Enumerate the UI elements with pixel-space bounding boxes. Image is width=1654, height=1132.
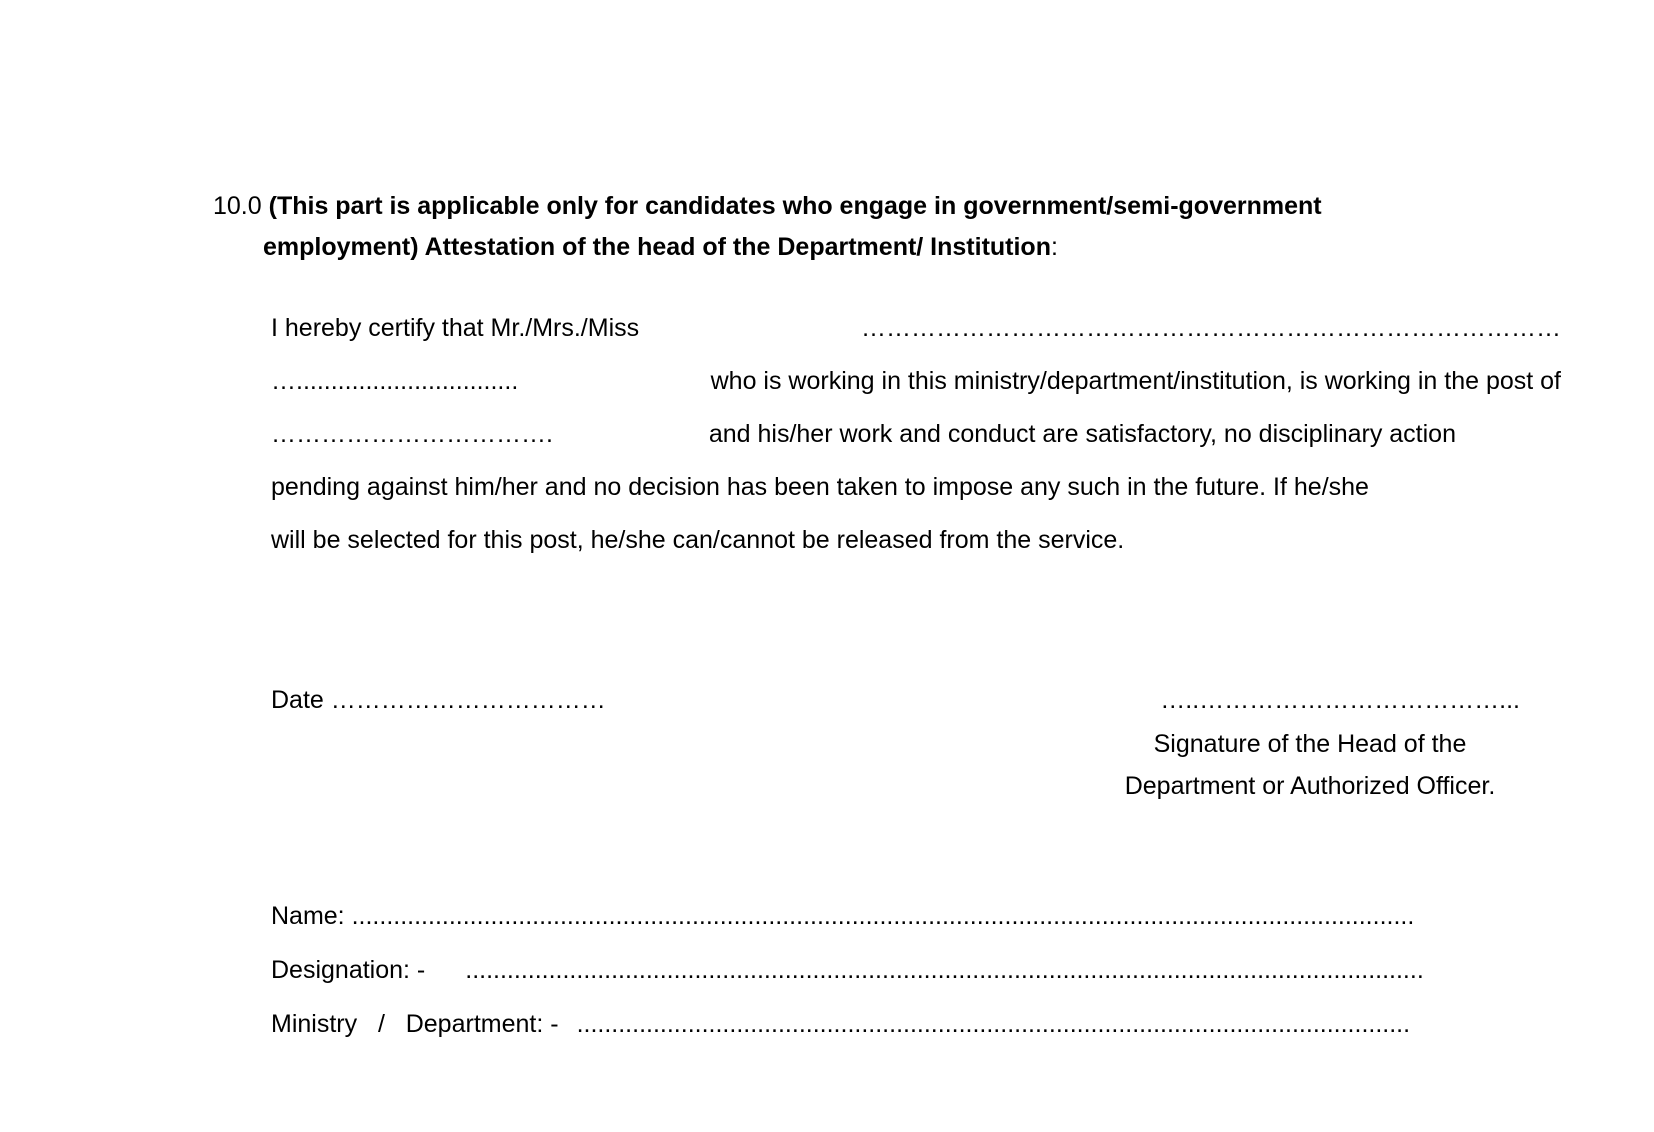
signature-caption-line1: Signature of the Head of the bbox=[1153, 730, 1467, 758]
work-conduct-text: and his/her work and conduct are satisfactory, no disciplinary action bbox=[708, 420, 1456, 448]
date-row bbox=[271, 682, 606, 718]
designation-blank[interactable]: .......................................................................................................................................... bbox=[465, 956, 1424, 984]
certification-line-5: will be selected for this post, he/she can/cannot be released from the service. bbox=[271, 526, 1125, 554]
signature-blank[interactable]: …..………………………………... bbox=[1160, 686, 1520, 714]
designation-label: Designation: - bbox=[271, 956, 426, 984]
section-heading-line2: employment) Attestation of the head of the Department/ Institution bbox=[263, 233, 1051, 261]
name-blank[interactable]: ......................................................................................................................................................... bbox=[351, 902, 1415, 930]
ministry-field-row bbox=[271, 1006, 1410, 1042]
certification-paragraph bbox=[271, 302, 1561, 567]
section-number: 10.0 bbox=[213, 192, 262, 220]
working-in-ministry-text: who is working in this ministry/department/institution, is working in the post of bbox=[710, 367, 1561, 395]
candidate-name-blank[interactable]: ………………………………………………………………………… bbox=[861, 314, 1561, 342]
certify-name-label: I hereby certify that Mr./Mrs./Miss bbox=[271, 314, 640, 342]
signature-caption-line2: Department or Authorized Officer. bbox=[1124, 772, 1496, 800]
ministry-blank[interactable]: ........................................................................................................................ bbox=[576, 1010, 1411, 1038]
candidate-name-blank-cont[interactable]: …................................ bbox=[271, 367, 519, 395]
section-heading bbox=[213, 186, 1513, 268]
certification-line-2 bbox=[271, 355, 1561, 408]
post-blank[interactable]: ……………………………. bbox=[271, 420, 553, 448]
ministry-label: Ministry / Department: - bbox=[271, 1010, 559, 1038]
section-heading-line1: (This part is applicable only for candidates who engage in government/semi-government bbox=[268, 192, 1322, 220]
name-label: Name: bbox=[271, 902, 345, 930]
section-heading-colon: : bbox=[1050, 233, 1058, 261]
name-field-row bbox=[271, 898, 1414, 934]
certification-line-3 bbox=[271, 408, 1456, 461]
signature-block bbox=[1080, 682, 1540, 801]
date-label: Date bbox=[271, 686, 324, 714]
designation-field-row bbox=[271, 952, 1424, 988]
certification-line-1 bbox=[271, 302, 1561, 355]
certification-line-4: pending against him/her and no decision has been taken to impose any such in the future. If he/she bbox=[271, 473, 1369, 501]
date-blank[interactable]: …………………………… bbox=[330, 686, 606, 714]
